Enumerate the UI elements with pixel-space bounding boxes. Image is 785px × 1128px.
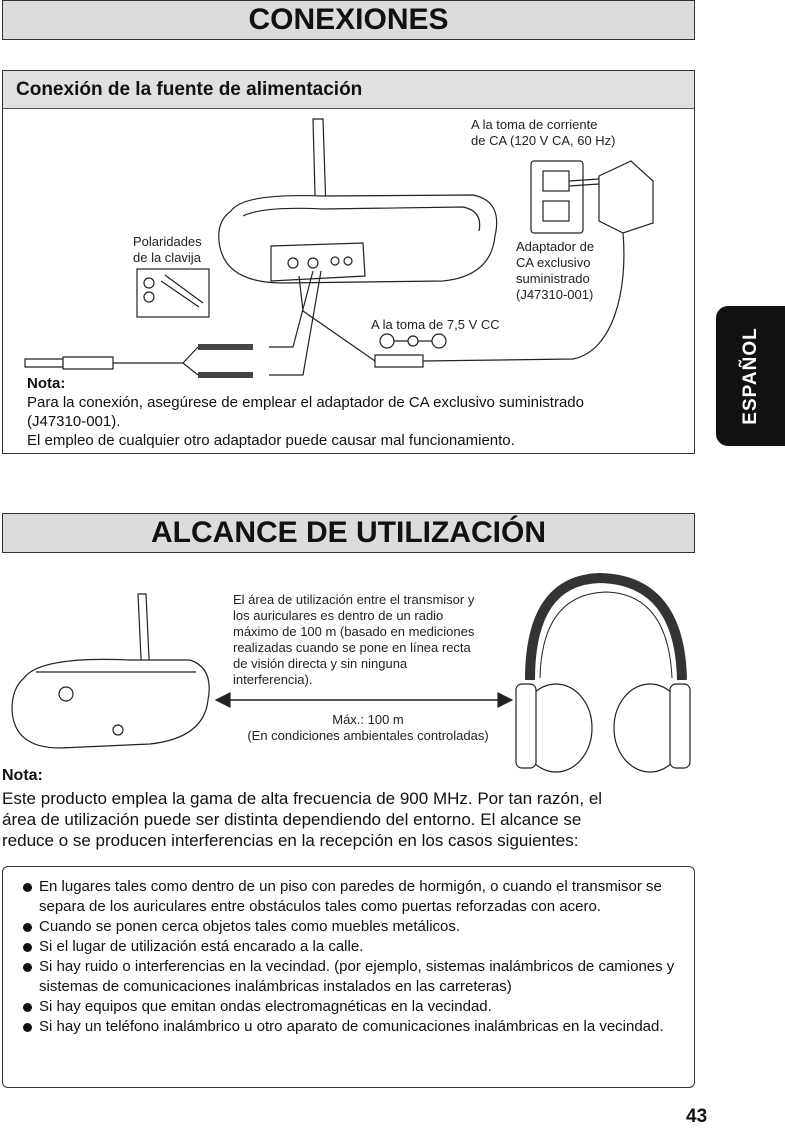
alcance-title: ALCANCE DE UTILIZACIÓN	[2, 513, 695, 553]
dc-jack-label: A la toma de 7,5 V CC	[371, 317, 500, 332]
power-note-title: Nota:	[27, 375, 66, 392]
list-item: Si hay ruido o interferencias en la vecindad. (por ejemplo, sistemas inalámbricos de camiones y sistemas de comunicaciones inalámbricas instalados en las carreteras)	[21, 957, 686, 997]
range-description: El área de utilización entre el transmisor y los auriculares es dentro de un radio máximo de 100 m (basado en mediciones realizadas cuando se pone en línea recta de visión directa y sin ninguna interferencia).	[233, 592, 475, 687]
interference-list	[21, 877, 686, 1037]
language-tab	[716, 306, 785, 446]
list-item: Si hay equipos que emitan ondas electromagnéticas en la vecindad.	[21, 997, 686, 1017]
power-connection-section	[2, 70, 695, 454]
range-note-title: Nota:	[2, 767, 43, 784]
interference-cases-box	[2, 866, 695, 1088]
conexiones-title: CONEXIONES	[2, 0, 695, 40]
power-connection-heading: Conexión de la fuente de alimentación	[3, 71, 694, 109]
language-tab-label: ESPAÑOL	[739, 327, 761, 425]
adapter-label: Adaptador de CA exclusivo suministrado (J47310-001)	[516, 239, 595, 302]
list-item: Si hay un teléfono inalámbrico u otro aparato de comunicaciones inalámbricas en la vecindad.	[21, 1017, 686, 1037]
page-number: 43	[686, 1106, 708, 1127]
list-item: Cuando se ponen cerca objetos tales como muebles metálicos.	[21, 917, 686, 937]
power-note-text: Para la conexión, asegúrese de emplear el adaptador de CA exclusivo suministrado (J47310-001). El empleo de cualquier otro adaptador puede causar mal funcionamiento.	[27, 394, 584, 449]
max-range-label: Máx.: 100 m (En condiciones ambientales controladas)	[247, 712, 489, 743]
range-note-text: Este producto emplea la gama de alta frecuencia de 900 MHz. Por tan razón, el área de utilización puede ser distinta dependiendo del entorno. El alcance se reduce o se producen interferencias en la recepción en los casos siguientes:	[2, 789, 603, 850]
list-item: Si el lugar de utilización está encarado a la calle.	[21, 937, 686, 957]
polarity-label: Polaridades de la clavija	[133, 234, 202, 265]
list-item: En lugares tales como dentro de un piso con paredes de hormigón, o cuando el transmisor se separa de los auriculares entre obstáculos tales como puertas reforzadas con acero.	[21, 877, 686, 917]
outlet-label: A la toma de corriente de CA (120 V CA, 60 Hz)	[471, 117, 616, 148]
